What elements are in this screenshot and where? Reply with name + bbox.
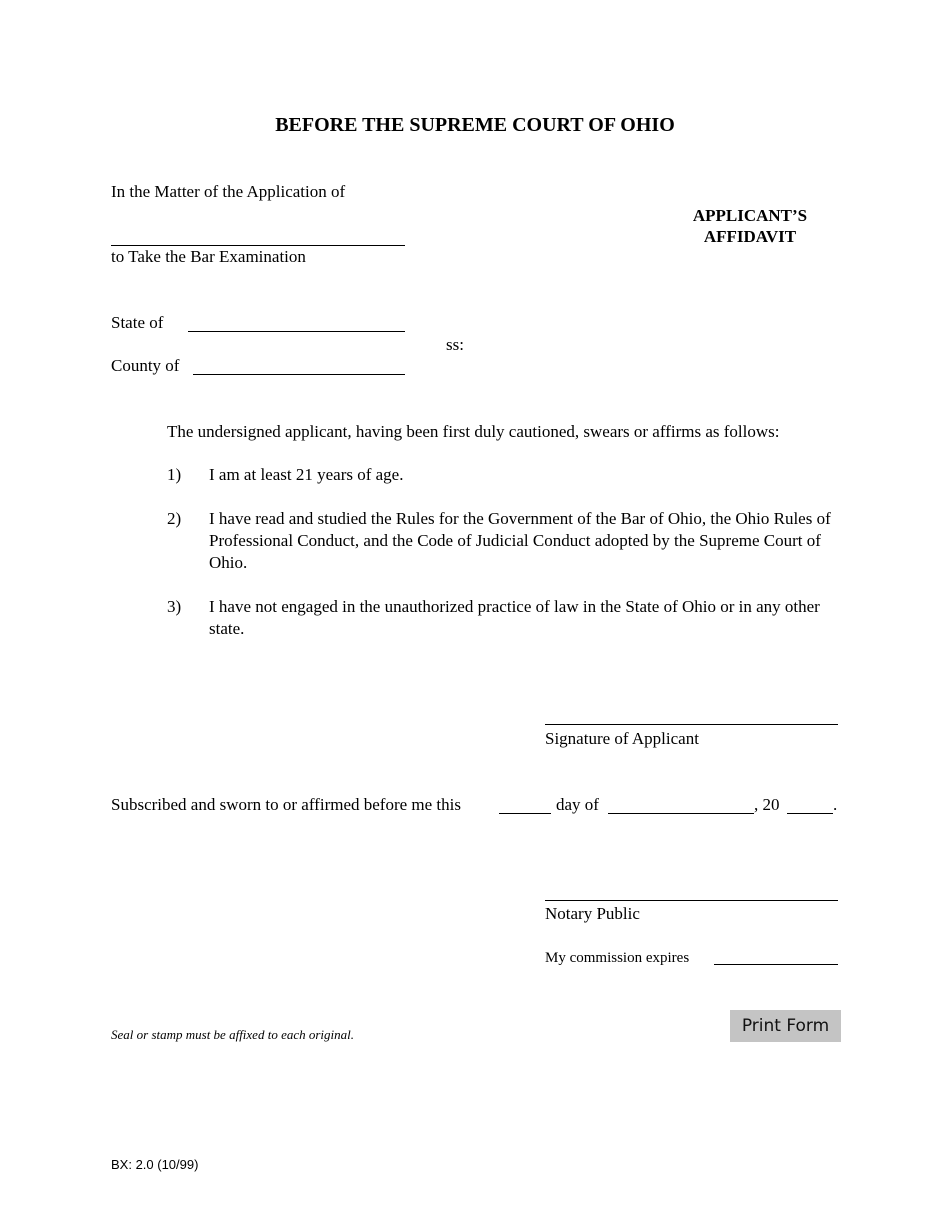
print-form-button[interactable]: Print Form <box>730 1010 841 1042</box>
bar-exam-label: to Take the Bar Examination <box>111 247 306 266</box>
state-field-line[interactable] <box>188 331 405 332</box>
item-number: 1) <box>167 465 182 484</box>
signature-label: Signature of Applicant <box>545 729 699 748</box>
sworn-prefix: Subscribed and sworn to or affirmed before me this <box>111 795 461 814</box>
sworn-day-of: day of <box>556 795 599 814</box>
commission-label: My commission expires <box>545 950 690 966</box>
county-field-line[interactable] <box>193 374 405 375</box>
state-label: State of <box>111 313 164 332</box>
item-text: I have read and studied the Rules for the Government of the Bar of Ohio, the Ohio Rules of Professional Conduct, and the Code of Judicial Conduct adopted by the Supreme Court of Ohio. <box>209 509 831 572</box>
notary-signature-line[interactable] <box>545 900 838 901</box>
item-number: 2) <box>167 509 182 528</box>
affidavit-title-line1: APPLICANT’S <box>692 206 808 225</box>
signature-line[interactable] <box>545 724 838 725</box>
sworn-day-line[interactable] <box>499 813 551 814</box>
affidavit-title-line2: AFFIDAVIT <box>703 227 797 246</box>
sworn-year-line[interactable] <box>787 813 833 814</box>
affidavit-title <box>670 205 830 247</box>
notary-label: Notary Public <box>545 904 640 923</box>
intro-text: The undersigned applicant, having been first duly cautioned, swears or affirms as follows: <box>167 422 780 441</box>
item-text: I have not engaged in the unauthorized practice of law in the State of Ohio or in any other state. <box>209 597 820 638</box>
matter-label: In the Matter of the Application of <box>111 182 346 201</box>
seal-note: Seal or stamp must be affixed to each original. <box>111 1027 355 1042</box>
commission-line[interactable] <box>714 964 838 965</box>
sworn-year-prefix: , 20 <box>754 795 780 814</box>
county-label: County of <box>111 356 180 375</box>
item-text: I am at least 21 years of age. <box>209 465 404 484</box>
form-code: BX: 2.0 (10/99) <box>111 1157 199 1172</box>
sworn-month-line[interactable] <box>608 813 754 814</box>
page-title: BEFORE THE SUPREME COURT OF OHIO <box>275 114 675 136</box>
item-number: 3) <box>167 597 182 616</box>
ss-label: ss: <box>446 335 464 354</box>
sworn-end: . <box>833 795 838 814</box>
